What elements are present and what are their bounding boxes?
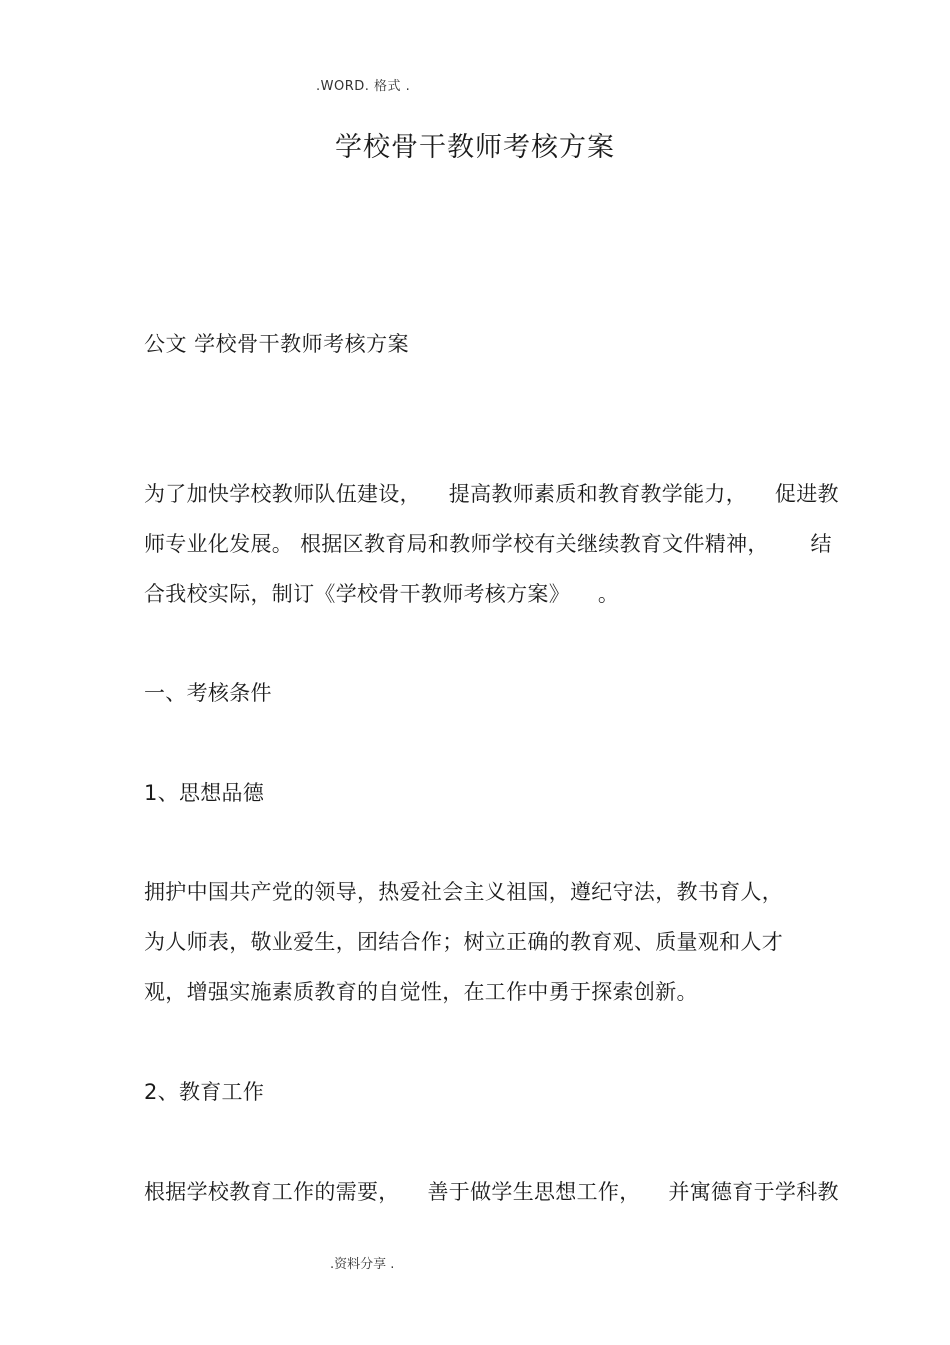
item1-line-3: 观，增强实施素质教育的自觉性，在工作中勇于探索创新。 bbox=[144, 980, 698, 1004]
item2-heading: 2、教育工作 bbox=[144, 1080, 265, 1104]
page-header-mark: .WORD. 格式 . bbox=[316, 79, 411, 94]
item2-line-1: 根据学校教育工作的需要， 善于做学生思想工作， 并寓德育于学科教 bbox=[144, 1180, 839, 1204]
intro-line-3: 合我校实际，制订《学校骨干教师考核方案》 。 bbox=[144, 582, 620, 606]
section-heading: 一、考核条件 bbox=[144, 681, 272, 705]
document-subtitle: 公文 学校骨干教师考核方案 bbox=[144, 332, 410, 356]
page-footer-mark: .资料分享 . bbox=[330, 1257, 395, 1272]
intro-line-2: 师专业化发展。 根据区教育局和教师学校有关继续教育文件精神， 结 bbox=[144, 532, 832, 556]
item1-heading: 1、思想品德 bbox=[144, 781, 265, 805]
intro-line-1: 为了加快学校教师队伍建设， 提高教师素质和教育教学能力， 促进教 bbox=[144, 482, 839, 506]
item1-line-2: 为人师表，敬业爱生，团结合作；树立正确的教育观、质量观和人才 bbox=[144, 930, 783, 954]
item1-line-1: 拥护中国共产党的领导，热爱社会主义祖国，遵纪守法，教书育人， bbox=[144, 880, 783, 904]
document-title: 学校骨干教师考核方案 bbox=[335, 132, 615, 163]
